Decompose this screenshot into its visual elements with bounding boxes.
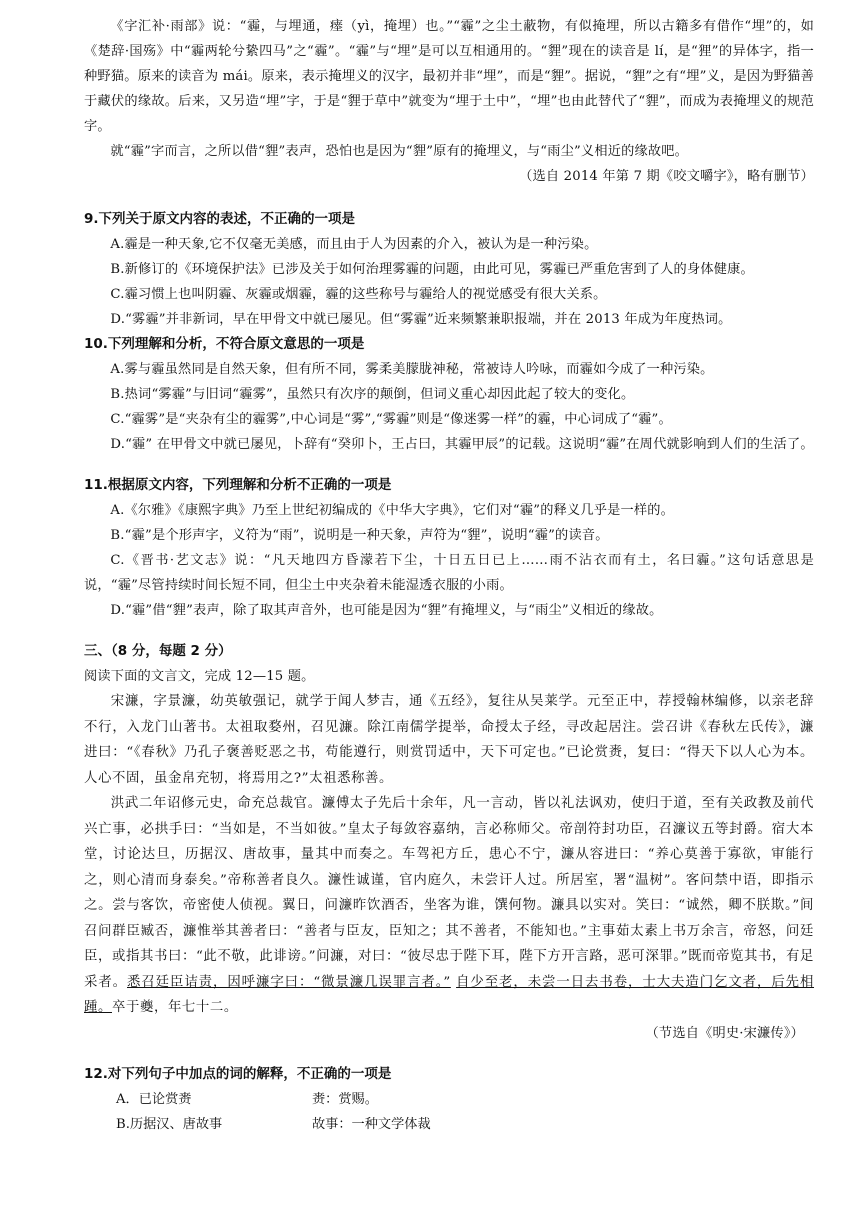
question-11-option-b: B.“霾”是个形声字，义符为“雨”，说明是一种天象，声符为“貍”，说明“霾”的读音。 (110, 528, 609, 543)
classical-paragraph: 宋濂，字景濂，幼英敏强记，就学于闻人梦吉，通《五经》，复往从吴莱学。元至正中，荐授翰林编修，以亲老辞不行，入龙门山著书。太祖取婺州，召见濂。除江南儒学提举，命授太子经，寻改起居注。尝召讲《春秋左氏传》，濂进曰：“《春秋》乃孔子褒善贬恶之书，苟能遵行，则赏罚适中，天下可定也。”已论赏赉，复曰：“得天下以人心为本。人心不固，虽金帛充牣，将焉用之?”太祖悉称善。 (84, 694, 814, 786)
question-9-option-c: C.霾习惯上也叫阴霾、灰霾或烟霾，霾的这些称号与霾给人的视觉感受有很大关系。 (110, 287, 607, 302)
classical-paragraph (84, 791, 814, 1021)
underlined-sentence: 自少至老，未尝一日去书卷，士大夫造门乞文者，后先相踵。 (84, 974, 815, 1015)
option-gloss: 赉：赏赐。 (312, 1091, 378, 1107)
question-9-option-b: B.新修订的《环境保护法》已涉及关于如何治理雾霾的问题，由此可见，雾霾已严重危害到了人的身体健康。 (110, 262, 754, 277)
question-10-option-a: A.雾与霾虽然同是自然天象，但有所不同，雾柔美朦胧神秘，常被诗人吟咏，而霾如今成了一种污染。 (110, 362, 714, 377)
question-12-option-a (84, 1087, 814, 1112)
question-12-stem: 12.对下列句子中加点的词的解释，不正确的一项是 (84, 1065, 392, 1082)
question-10-stem: 10.下列理解和分析，不符合原文意思的一项是 (84, 336, 365, 352)
passage-paragraph: 《字汇补·雨部》说：“霾，与埋通，瘗（yì，掩埋）也。”“霾”之尘土蔽物，有似掩埋，所以古籍多有借作“埋”的，如《楚辞·国殇》中“霾两轮兮絷四马”之“霾”。“霾”与“埋”是可以互相通用的。“貍”现在的读音是 lí，是“狸”的异体字，指一种野猫。原来的读音为 mái。原来，表示掩埋义的汉字，最初并非“埋”，而是“貍”。据说，“貍”之有“埋”义，是因为野猫善于藏伏的缘故。后来，又另造“埋”字，于是“貍于草中”就变为“埋于土中”，“埋”也由此替代了“貍”，而成为表掩埋义的规范字。 (84, 19, 814, 134)
question-10-option-b: B.热词“雾霾”与旧词“霾雾”，虽然只有次序的颠倒，但词义重心却因此起了较大的变化。 (110, 387, 635, 402)
question-9-option-d: D.“雾霾”并非新词，早在甲骨文中就已屡见。但“雾霾”近来频繁兼职报端，并在 2013 年成为年度热词。 (110, 312, 732, 327)
section-3-heading: 三、（8 分，每题 2 分） (84, 643, 232, 659)
question-10-option-d: D.“霾” 在甲骨文中就已屡见，卜辞有“癸卯卜，王占曰，其霾甲辰”的记载。这说明“霾”在周代就影响到人们的生活了。 (110, 437, 814, 452)
option-sentence: B.历据汉、唐故事 (116, 1116, 223, 1132)
question-9-option-a: A.霾是一种天象,它不仅毫无美感，而且由于人为因素的介入，被认为是一种污染。 (110, 237, 598, 252)
exam-page (84, 14, 814, 1137)
passage-paragraph: 就“霾”字而言，之所以借“貍”表声，恐怕也是因为“貍”原有的掩埋义，与“雨尘”义相近的缘故吧。 (110, 144, 689, 159)
question-11-stem: 11.根据原文内容，下列理解和分析不正确的一项是 (84, 477, 392, 493)
passage-source: （选自 2014 年第 7 期《咬文嚼字》，略有删节） (519, 169, 814, 184)
question-11-option-a: A.《尔雅》《康熙字典》乃至上世纪初编成的《中华大字典》，它们对“霾”的释义几乎是一样的。 (110, 503, 675, 518)
underlined-sentence: 悉召廷臣诘责，因呼濂字曰：“微景濂几误罪言者。” (127, 974, 451, 990)
question-11-option-d: D.“霾”借“貍”表声，除了取其声音外，也可能是因为“貍”有掩埋义，与“雨尘”义相近的缘故。 (110, 603, 663, 618)
question-9-stem: 9.下列关于原文内容的表述，不正确的一项是 (84, 211, 356, 227)
question-10-option-c: C.“霾雾”是“夹杂有尘的霾雾”,中心词是“雾”,“雾霾”则是“像迷雾一样”的霾，中心词成了“霾”。 (110, 412, 672, 427)
classical-source: （节选自《明史·宋濂传》） (645, 1025, 804, 1041)
section-3-instructions: 阅读下面的文言文，完成 12—15 题。 (84, 669, 315, 684)
classical-text: 卒于夔，年七十二。 (111, 1000, 238, 1015)
classical-text: 洪武二年诏修元史，命充总裁官。濂傅太子先后十余年，凡一言动，皆以礼法讽劝，使归于道，至有关政教及前代兴亡事，必拱手曰：“当如是，不当如彼。”皇太子每敛容嘉纳，言必称师父。帝剖符封功臣，召濂议五等封爵。宿大本堂，讨论达旦，历据汉、唐故事，量其中而奏之。车驾祀方丘，患心不宁，濂从容进曰：“养心莫善于寡欲，审能行之，则心清而身泰矣。”帝称善者良久。濂性诚谨，官内庭久，未尝讦人过。所居室，署“温树”。客问禁中语，即指示之。尝与客饮，帝密使人侦视。翼日，问濂昨饮酒否，坐客为谁，馔何物。濂具以实对。笑曰：“诚然，卿不朕欺。”间召问群臣臧否，濂惟举其善者曰：“善者与臣友，臣知之；其不善者，不能知也。”主事茹太素上书万余言，帝怒，问廷臣，或指其书曰：“此不敬，此诽谤。”问濂，对曰：“彼尽忠于陛下耳，陛下方开言路，恶可深罪。”既而帝览其书，有足采者。 (84, 796, 814, 990)
option-sentence: A．已论赏赉 (116, 1091, 192, 1107)
question-12-option-b (84, 1112, 814, 1137)
question-11-option-c: C.《晋书·艺文志》说：“凡天地四方昏濛若下尘，十日五日已上……雨不沾衣而有土，名曰霾。”这句话意思是说，“霾”尽管持续时间长短不同，但尘土中夹杂着未能湿透衣服的小雨。 (84, 553, 814, 593)
option-gloss: 故事：一种文学体裁 (312, 1116, 431, 1132)
